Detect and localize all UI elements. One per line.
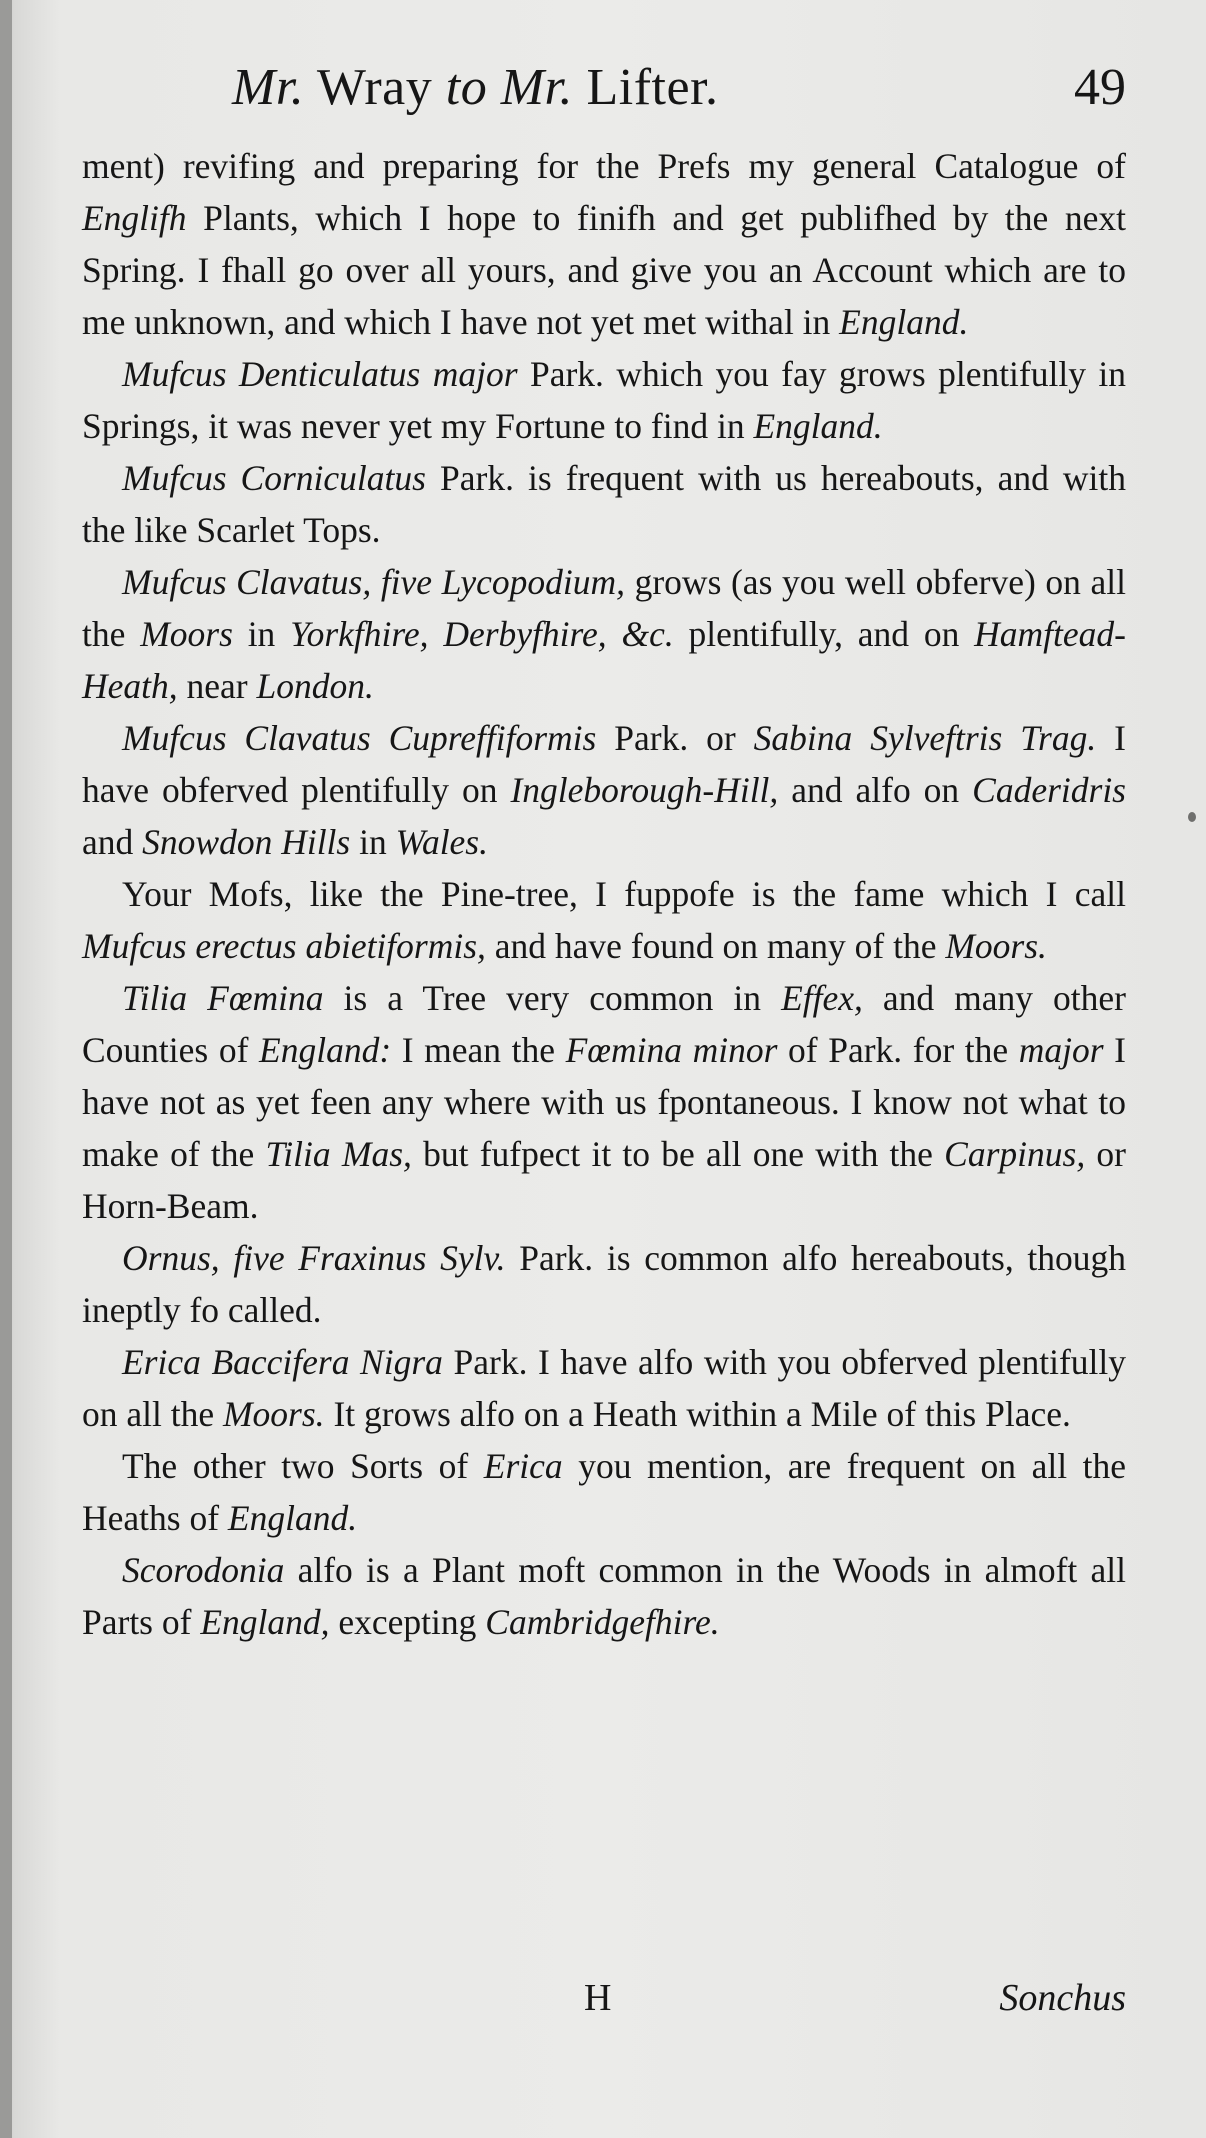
italic-text: Cambridgefhire. [485, 1602, 720, 1642]
page-footer [82, 1976, 1126, 2036]
text-run: you mention, are frequent on all the Heaths of [82, 1446, 1126, 1538]
text-run: or Horn-Beam. [82, 1134, 1127, 1226]
italic-text: Effex, [781, 978, 863, 1018]
paragraph [82, 1336, 1126, 1440]
text-run: in [350, 822, 396, 862]
italic-text: England: [259, 1030, 392, 1070]
italic-text: Moors. [945, 926, 1047, 966]
title-lister: Lifter. [573, 59, 719, 116]
italic-text: Sabina Sylveftris Trag. [753, 718, 1097, 758]
paragraph [82, 972, 1126, 1232]
italic-text: Englifh [82, 198, 187, 238]
italic-text: England. [839, 302, 969, 342]
italic-text: Hamftead-Heath, [82, 614, 1126, 706]
italic-text: England, [200, 1602, 330, 1642]
italic-text: England. [227, 1498, 358, 1538]
signature-mark: H [584, 1977, 612, 2019]
text-run: Park. I have alfo with you obferved plentifully on all the [82, 1342, 1126, 1434]
italic-text: Caderidris [972, 770, 1126, 810]
title-mr-2: Mr. [487, 59, 574, 116]
text-run: plentifully, and on [673, 614, 975, 654]
text-run: excepting [329, 1602, 486, 1642]
text-run: of Park. for the [777, 1030, 1019, 1070]
italic-text: Moors. [222, 1394, 325, 1434]
paragraph [82, 712, 1126, 868]
italic-text: Mufcus Clavatus, five Lycopodium, [122, 562, 625, 602]
italic-text: Moors [140, 614, 233, 654]
text-run: Park. is common alfo hereabouts, though ineptly fo called. [82, 1238, 1127, 1330]
text-run: Park. is frequent with us hereabouts, and with the like Scarlet Tops. [82, 458, 1126, 550]
text-run: Plants, which I hope to finifh and get publifhed by the next Spring. I fhall go over all yours, and give you an Account which are to me unknown, and which I have not yet met withal in [82, 198, 1126, 342]
paper-speck [1188, 812, 1196, 822]
text-run: Park. or [596, 718, 754, 758]
text-run: but fufpect it to be all one with the [411, 1134, 945, 1174]
paragraph [82, 140, 1126, 348]
italic-text: Carpinus, [944, 1134, 1086, 1174]
italic-text: Mufcus Clavatus Cupreffiformis [122, 718, 597, 758]
paragraph [82, 868, 1126, 972]
page-header [82, 58, 1126, 128]
italic-text: Mufcus Denticulatus major [122, 354, 518, 394]
text-run: I have obferved plentifully on [82, 718, 1126, 810]
text-run: near [177, 666, 257, 706]
paragraph [82, 452, 1126, 556]
italic-text: Yorkfhire, Derbyfhire, &c. [290, 614, 674, 654]
title-mr-1: Mr. [232, 59, 305, 116]
italic-text: Erica Baccifera Nigra [122, 1342, 443, 1382]
title-to: to [445, 59, 488, 116]
text-run: The other two Sorts of [122, 1446, 484, 1486]
paragraph [82, 1440, 1126, 1544]
text-run: I mean the [391, 1030, 566, 1070]
text-run: Park. which you fay grows plentifully in Springs, it was never yet my Fortune to find in [82, 354, 1126, 446]
italic-text: England. [753, 406, 883, 446]
italic-text: Ornus, five Fraxinus Sylv. [122, 1238, 506, 1278]
text-run: and many other Counties of [82, 978, 1126, 1070]
italic-text: Tilia Fœmina [122, 978, 324, 1018]
italic-text: Wales. [395, 822, 488, 862]
italic-text: Mufcus erectus abietiformis, [82, 926, 486, 966]
body-text [82, 140, 1126, 1648]
paragraph [82, 556, 1126, 712]
text-run: grows (as you well obferve) on all the [82, 562, 1127, 654]
paragraph [82, 1232, 1126, 1336]
italic-text: Fœmina minor [565, 1030, 778, 1070]
text-run: is a Tree very common in [323, 978, 782, 1018]
catchword: Sonchus [999, 1977, 1126, 2019]
italic-text: Ingleborough-Hill, [510, 770, 779, 810]
text-run: alfo is a Plant moft common in the Woods in almoft all Parts of [82, 1550, 1126, 1642]
paragraph [82, 348, 1126, 452]
text-run: and alfo on [778, 770, 973, 810]
italic-text: Erica [483, 1446, 563, 1486]
title-wray: Wray [304, 59, 446, 116]
text-run: in [232, 614, 291, 654]
page-number: 49 [1074, 59, 1126, 116]
italic-text: major [1018, 1030, 1104, 1070]
gutter-shadow [0, 0, 12, 2138]
text-run: and have found on many of the [485, 926, 946, 966]
text-run: ment) revifing and preparing for the Prefs my general Catalogue of [82, 146, 1126, 186]
text-run: and [82, 822, 143, 862]
paragraph [82, 1544, 1126, 1648]
italic-text: Scorodonia [122, 1550, 285, 1590]
text-run: It grows alfo on a Heath within a Mile of this Place. [324, 1394, 1071, 1434]
italic-text: Snowdon Hills [142, 822, 351, 862]
running-title [232, 58, 719, 117]
italic-text: Tilia Mas, [265, 1134, 412, 1174]
italic-text: Mufcus Corniculatus [122, 458, 426, 498]
italic-text: London. [256, 666, 374, 706]
text-run: Your Mofs, like the Pine-tree, I fuppofe is the fame which I call [122, 874, 1126, 914]
text-run: I have not as yet feen any where with us fpontaneous. I know not what to make of the [82, 1030, 1126, 1174]
